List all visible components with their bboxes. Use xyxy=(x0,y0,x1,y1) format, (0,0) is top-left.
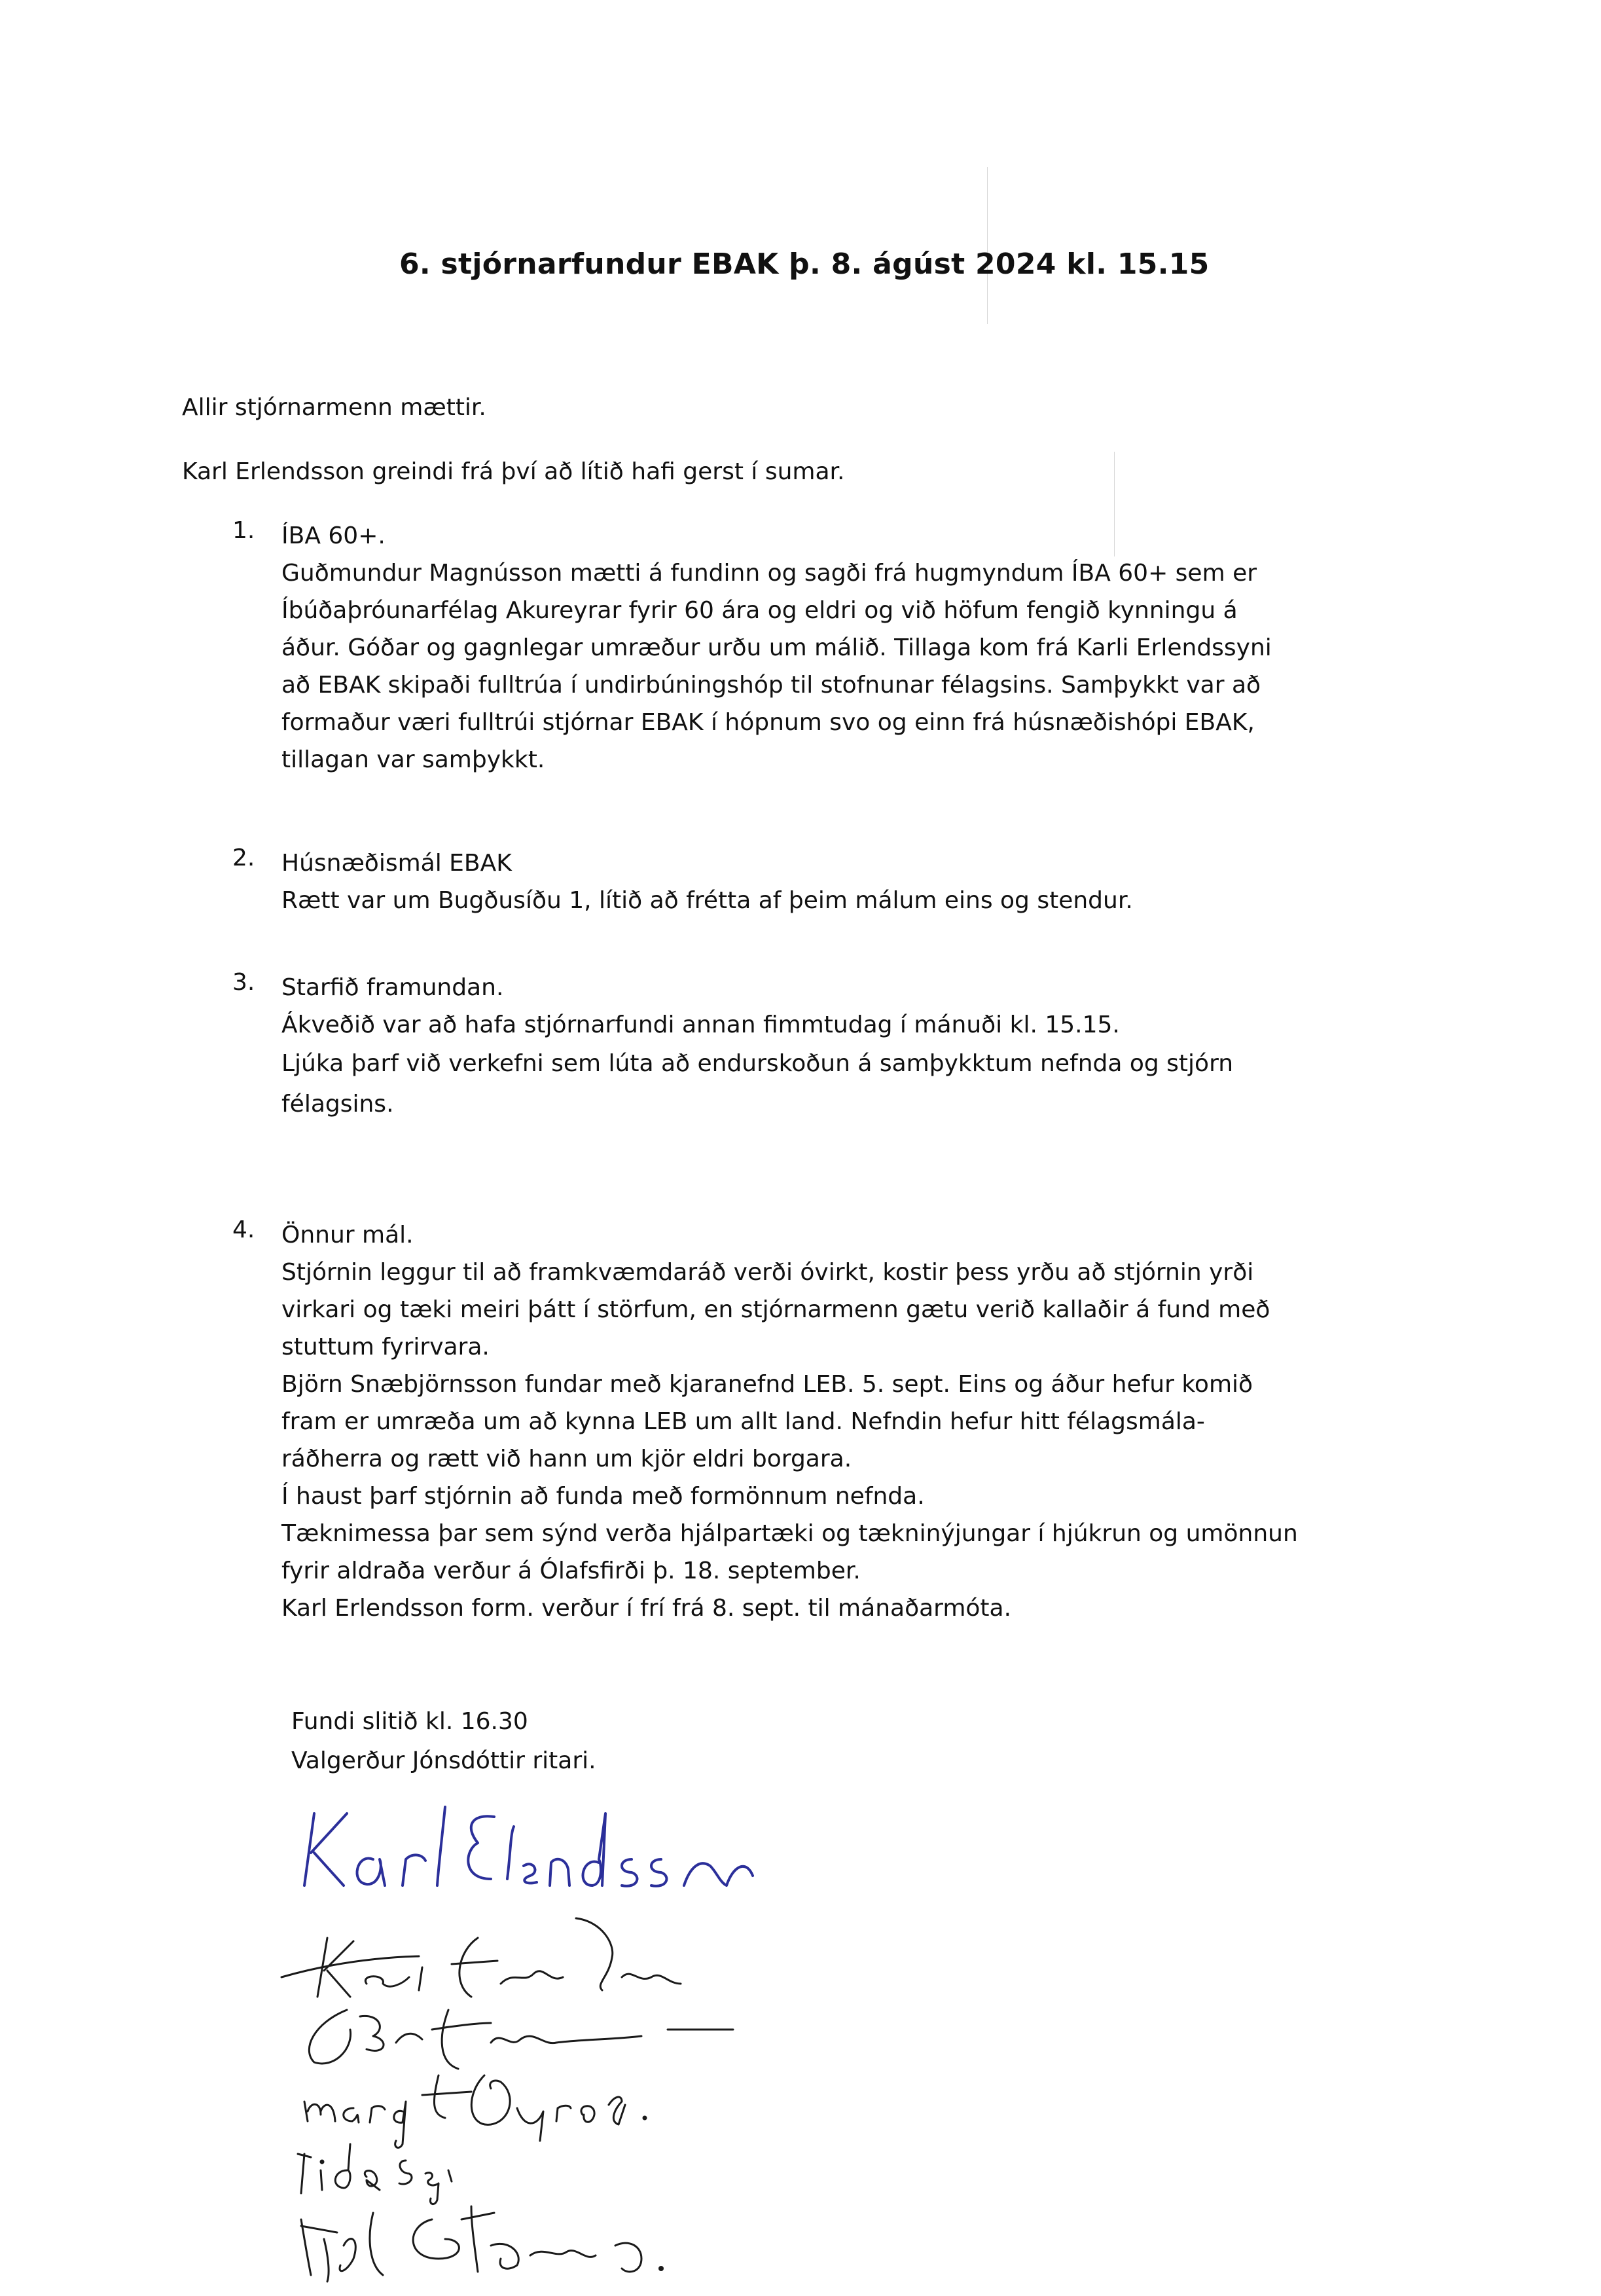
item-body xyxy=(281,969,1233,1125)
item-body xyxy=(281,845,1133,919)
intro-attendance: Allir stjórnarmenn mættir. xyxy=(182,394,486,421)
item-line: Íbúðaþróunarfélag Akureyrar fyrir 60 ára og eldri og við höfum fengið kynningu á xyxy=(281,597,1238,624)
item-number: 2. xyxy=(232,845,255,871)
item-line: Karl Erlendsson form. verður í frí frá 8. sept. til mánaðarmóta. xyxy=(281,1595,1012,1622)
item-line: Björn Snæbjörnsson fundar með kjaranefnd LEB. 5. sept. Eins og áður hefur komið xyxy=(281,1371,1253,1398)
item-heading: ÍBA 60+. xyxy=(281,522,386,549)
secretary-line: Valgerður Jónsdóttir ritari. xyxy=(291,1747,596,1774)
closing-block xyxy=(291,1702,596,1781)
item-line: virkari og tæki meiri þátt í störfum, en stjórnarmenn gætu verið kallaðir á fund með xyxy=(281,1296,1270,1323)
intro-summary: Karl Erlendsson greindi frá því að lítið hafi gerst í sumar. xyxy=(182,458,845,485)
item-line: tillagan var samþykkt. xyxy=(281,746,545,773)
signature-fourth xyxy=(304,2075,646,2147)
document-title: 6. stjórnarfundur EBAK þ. 8. ágúst 2024 kl. 15.15 xyxy=(399,247,1210,281)
item-line: félagsins. xyxy=(281,1091,394,1118)
item-line: Í haust þarf stjórnin að funda með formönnum nefnda. xyxy=(281,1483,925,1510)
item-line: Stjórnin leggur til að framkvæmdaráð verði óvirkt, kostir þess yrðu að stjórnin yrði xyxy=(281,1259,1254,1286)
item-line: fyrir aldraða verður á Ólafsfirði þ. 18. september. xyxy=(281,1558,861,1584)
meeting-closed-line: Fundi slitið kl. 16.30 xyxy=(291,1708,528,1735)
item-line: Tæknimessa þar sem sýnd verða hjálpartæki og tækninýjungar í hjúkrun og umönnun xyxy=(281,1520,1298,1547)
signature-block xyxy=(275,1787,929,2285)
item-line: Rætt var um Bugðusíðu 1, lítið að frétta af þeim málum eins og stendur. xyxy=(281,887,1133,914)
signature-second xyxy=(281,1918,681,1997)
signature-third xyxy=(309,2010,733,2069)
item-heading: Starfið framundan. xyxy=(281,974,504,1001)
item-line: að EBAK skipaði fulltrúa í undirbúningshóp til stofnunar félagsins. Samþykkt var að xyxy=(281,672,1261,699)
signature-fifth xyxy=(298,2144,452,2204)
item-body xyxy=(281,1216,1298,1627)
item-line: Guðmundur Magnússon mætti á fundinn og sagði frá hugmyndum ÍBA 60+ sem er xyxy=(281,560,1257,587)
signature-karl-erlendsson xyxy=(304,1807,753,1886)
handwritten-signatures xyxy=(275,1787,929,2285)
item-heading: Önnur mál. xyxy=(281,1222,414,1248)
item-line: fram er umræða um að kynna LEB um allt land. Nefndin hefur hitt félagsmála- xyxy=(281,1408,1205,1435)
signature-sixth xyxy=(301,2206,663,2282)
item-line: Ákveðið var að hafa stjórnarfundi annan fimmtudag í mánuði kl. 15.15. xyxy=(281,1011,1120,1038)
item-heading: Húsnæðismál EBAK xyxy=(281,850,512,877)
item-line: stuttum fyrirvara. xyxy=(281,1334,490,1360)
item-line: formaður væri fulltrúi stjórnar EBAK í hópnum svo og einn frá húsnæðishópi EBAK, xyxy=(281,709,1255,736)
item-number: 3. xyxy=(232,969,255,996)
item-number: 1. xyxy=(232,517,255,544)
scan-artifact-line xyxy=(987,167,988,324)
item-line: ráðherra og rætt við hann um kjör eldri borgara. xyxy=(281,1446,852,1472)
item-number: 4. xyxy=(232,1216,255,1243)
item-body xyxy=(281,517,1272,778)
item-line: áður. Góðar og gagnlegar umræður urðu um málið. Tillaga kom frá Karli Erlendssyni xyxy=(281,634,1272,661)
item-line: Ljúka þarf við verkefni sem lúta að endurskoðun á samþykktum nefnda og stjórn xyxy=(281,1050,1234,1077)
